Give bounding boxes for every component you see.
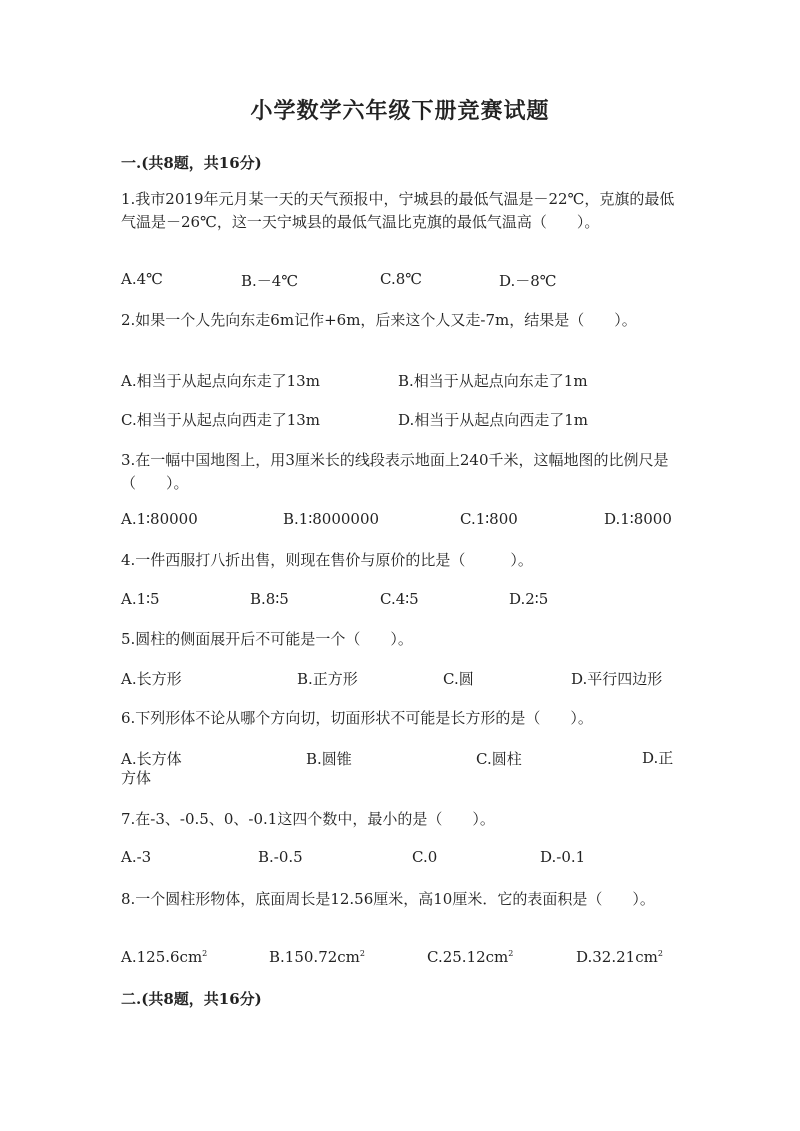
q5-option-a: A.长方形	[121, 670, 182, 688]
q3-option-a: A.1∶80000	[121, 510, 198, 528]
q7-option-d: D.-0.1	[540, 848, 586, 866]
q8-option-c	[427, 948, 513, 966]
q3-option-b: B.1∶8000000	[283, 510, 380, 528]
question-2: 2.如果一个人先向东走6m记作+6m，后来这个人又走-7m，结果是（ ）。	[121, 311, 637, 329]
q6-option-b: B.圆锥	[306, 750, 352, 768]
q1-option-c: C.8℃	[380, 270, 423, 288]
q2-option-b: B.相当于从起点向东走了1m	[398, 372, 588, 390]
q2-option-d: D.相当于从起点向西走了1m	[398, 411, 589, 429]
question-7: 7.在-3、-0.5、0、-0.1这四个数中，最小的是（ ）。	[121, 810, 495, 828]
q3-option-d: D.1∶8000	[604, 510, 672, 528]
q7-option-c: C.0	[412, 848, 438, 866]
q8-option-d-sup: 2	[657, 949, 663, 958]
section-header-1: 一.(共8题，共16分)	[121, 154, 262, 172]
q8-option-c-sup: 2	[508, 949, 514, 958]
q6-option-d: D.正方体	[121, 749, 674, 787]
q8-option-a-sup: 2	[202, 949, 208, 958]
q4-option-d: D.2∶5	[509, 590, 549, 608]
question-4: 4.一件西服打八折出售，则现在售价与原价的比是（ ）。	[121, 551, 533, 569]
q8-option-b-text: B.150.72cm	[269, 948, 360, 966]
question-8: 8.一个圆柱形物体，底面周长是12.56厘米，高10厘米．它的表面积是（ ）。	[121, 890, 655, 908]
q6-option-c: C.圆柱	[476, 750, 522, 768]
q1-option-b: B.－4℃	[241, 272, 299, 290]
q8-option-c-text: C.25.12cm	[427, 948, 509, 966]
q8-option-a	[121, 948, 207, 966]
q5-option-b: B.正方形	[297, 670, 358, 688]
page-title: 小学数学六年级下册竞赛试题	[250, 98, 550, 124]
q1-option-a: A.4℃	[121, 270, 163, 288]
q2-option-c: C.相当于从起点向西走了13m	[121, 411, 321, 429]
q4-option-b: B.8∶5	[250, 590, 289, 608]
section-header-2: 二.(共8题，共16分)	[121, 990, 262, 1008]
q5-option-d: D.平行四边形	[571, 670, 663, 688]
q2-option-a: A.相当于从起点向东走了13m	[121, 372, 320, 390]
q1-option-d: D.－8℃	[499, 272, 557, 290]
q8-option-d-text: D.32.21cm	[576, 948, 658, 966]
q6-option-a: A.长方体	[121, 750, 182, 768]
q8-option-b-sup: 2	[359, 949, 365, 958]
q8-option-d	[576, 948, 663, 966]
q7-option-b: B.-0.5	[258, 848, 303, 866]
q4-option-a: A.1∶5	[121, 590, 160, 608]
q8-option-a-text: A.125.6cm	[121, 948, 203, 966]
q8-option-b	[269, 948, 365, 966]
question-5: 5.圆柱的侧面展开后不可能是一个（ ）。	[121, 630, 413, 648]
q4-option-c: C.4∶5	[380, 590, 419, 608]
q5-option-c: C.圆	[443, 670, 474, 688]
q7-option-a: A.-3	[121, 848, 152, 866]
question-3: 3.在一幅中国地图上，用3厘米长的线段表示地面上240千米，这幅地图的比例尺是（ ）。	[121, 451, 669, 492]
question-6: 6.下列形体不论从哪个方向切，切面形状不可能是长方形的是（ ）。	[121, 709, 593, 727]
q3-option-c: C.1∶800	[460, 510, 518, 528]
question-1: 1.我市2019年元月某一天的天气预报中，宁城县的最低气温是－22℃，克旗的最低气温是－26℃，这一天宁城县的最低气温比克旗的最低气温高（ ）。	[121, 190, 675, 231]
